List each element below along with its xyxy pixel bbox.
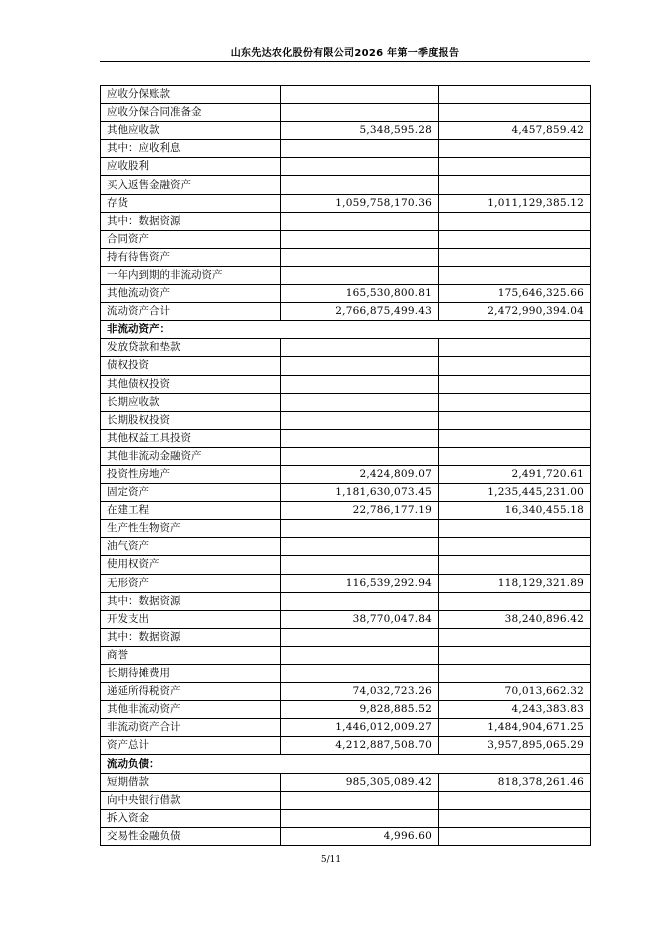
table-row (101, 230, 591, 248)
row-label: 持有待售资产 (101, 248, 281, 266)
previous-period-value (439, 104, 591, 122)
table-row (101, 827, 591, 845)
previous-period-value (439, 140, 591, 158)
row-label: 其中：数据资源 (101, 628, 281, 646)
row-label: 非流动资产合计 (101, 719, 281, 737)
current-period-value (281, 266, 439, 284)
previous-period-value: 818,378,261.46 (439, 773, 591, 791)
current-period-value (281, 248, 439, 266)
current-period-value (281, 140, 439, 158)
current-period-value: 5,348,595.28 (281, 122, 439, 140)
previous-period-value (439, 665, 591, 683)
current-period-value (281, 375, 439, 393)
table-row (101, 303, 591, 321)
current-period-value (281, 809, 439, 827)
table-row (101, 104, 591, 122)
previous-period-value (439, 628, 591, 646)
section-header-row (101, 321, 591, 339)
current-period-value (281, 230, 439, 248)
current-period-value (281, 665, 439, 683)
previous-period-value (439, 520, 591, 538)
current-period-value (281, 628, 439, 646)
table-row (101, 791, 591, 809)
row-label: 开发支出 (101, 610, 281, 628)
previous-period-value: 2,472,990,394.04 (439, 303, 591, 321)
table-row (101, 520, 591, 538)
section-header-row (101, 755, 591, 773)
row-label: 其他债权投资 (101, 375, 281, 393)
previous-period-value: 38,240,896.42 (439, 610, 591, 628)
table-row (101, 683, 591, 701)
current-period-value (281, 104, 439, 122)
table-row (101, 809, 591, 827)
row-label: 其他非流动资产 (101, 701, 281, 719)
table-row (101, 556, 591, 574)
table-row (101, 502, 591, 520)
previous-period-value: 1,484,904,671.25 (439, 719, 591, 737)
row-label: 长期待摊费用 (101, 665, 281, 683)
table-row (101, 266, 591, 284)
current-period-value: 4,996.60 (281, 827, 439, 845)
table-row (101, 447, 591, 465)
page-number: 5/11 (320, 855, 342, 865)
table-row (101, 701, 591, 719)
current-period-value: 165,530,800.81 (281, 285, 439, 303)
row-label: 买入返售金融资产 (101, 176, 281, 194)
table-row (101, 140, 591, 158)
previous-period-value: 1,235,445,231.00 (439, 484, 591, 502)
row-label: 资产总计 (101, 737, 281, 755)
current-period-value (281, 411, 439, 429)
table-row (101, 158, 591, 176)
table-row (101, 122, 591, 140)
header-divider (100, 61, 590, 62)
row-label: 递延所得税资产 (101, 683, 281, 701)
current-period-value (281, 791, 439, 809)
table-row (101, 176, 591, 194)
table-row (101, 610, 591, 628)
current-period-value: 1,181,630,073.45 (281, 484, 439, 502)
table-row (101, 411, 591, 429)
table-row (101, 375, 591, 393)
table-row (101, 484, 591, 502)
row-label: 存货 (101, 194, 281, 212)
current-period-value: 116,539,292.94 (281, 574, 439, 592)
previous-period-value: 1,011,129,385.12 (439, 194, 591, 212)
table-row (101, 592, 591, 610)
current-period-value: 74,032,723.26 (281, 683, 439, 701)
table-row (101, 719, 591, 737)
row-label: 其他流动资产 (101, 285, 281, 303)
table-row (101, 194, 591, 212)
previous-period-value: 175,646,325.66 (439, 285, 591, 303)
table-row (101, 248, 591, 266)
previous-period-value (439, 230, 591, 248)
table-row (101, 357, 591, 375)
balance-sheet-body (101, 86, 591, 846)
table-row (101, 773, 591, 791)
current-period-value: 38,770,047.84 (281, 610, 439, 628)
current-period-value (281, 429, 439, 447)
previous-period-value: 16,340,455.18 (439, 502, 591, 520)
row-label: 拆入资金 (101, 809, 281, 827)
row-label: 固定资产 (101, 484, 281, 502)
current-period-value (281, 158, 439, 176)
previous-period-value (439, 176, 591, 194)
table-row (101, 86, 591, 104)
table-row (101, 628, 591, 646)
row-label: 无形资产 (101, 574, 281, 592)
row-label: 生产性生物资产 (101, 520, 281, 538)
row-label: 在建工程 (101, 502, 281, 520)
current-period-value (281, 520, 439, 538)
previous-period-value (439, 339, 591, 357)
current-period-value (281, 447, 439, 465)
row-label: 商誉 (101, 646, 281, 664)
row-label: 长期股权投资 (101, 411, 281, 429)
previous-period-value: 2,491,720.61 (439, 465, 591, 483)
table-row (101, 429, 591, 447)
table-row (101, 212, 591, 230)
row-label: 油气资产 (101, 538, 281, 556)
current-period-value: 9,828,885.52 (281, 701, 439, 719)
row-label: 其中：数据资源 (101, 212, 281, 230)
previous-period-value: 118,129,321.89 (439, 574, 591, 592)
row-label: 长期应收款 (101, 393, 281, 411)
row-label: 发放贷款和垫款 (101, 339, 281, 357)
previous-period-value: 4,243,383.83 (439, 701, 591, 719)
previous-period-value (439, 791, 591, 809)
previous-period-value (439, 393, 591, 411)
current-period-value (281, 538, 439, 556)
section-title: 流动负债： (101, 755, 591, 773)
previous-period-value (439, 556, 591, 574)
table-row (101, 538, 591, 556)
current-period-value (281, 646, 439, 664)
table-row (101, 339, 591, 357)
current-period-value: 22,786,177.19 (281, 502, 439, 520)
row-label: 流动资产合计 (101, 303, 281, 321)
row-label: 向中央银行借款 (101, 791, 281, 809)
previous-period-value (439, 429, 591, 447)
previous-period-value (439, 375, 591, 393)
previous-period-value (439, 248, 591, 266)
row-label: 应收股利 (101, 158, 281, 176)
previous-period-value (439, 86, 591, 104)
current-period-value (281, 212, 439, 230)
current-period-value: 1,446,012,009.27 (281, 719, 439, 737)
table-row (101, 574, 591, 592)
row-label: 债权投资 (101, 357, 281, 375)
previous-period-value (439, 646, 591, 664)
table-row (101, 646, 591, 664)
row-label: 其他应收款 (101, 122, 281, 140)
row-label: 应收分保账款 (101, 86, 281, 104)
row-label: 交易性金融负债 (101, 827, 281, 845)
current-period-value: 2,766,875,499.43 (281, 303, 439, 321)
current-period-value (281, 357, 439, 375)
previous-period-value (439, 809, 591, 827)
current-period-value (281, 592, 439, 610)
current-period-value (281, 393, 439, 411)
previous-period-value: 3,957,895,065.29 (439, 737, 591, 755)
table-row (101, 465, 591, 483)
previous-period-value (439, 827, 591, 845)
row-label: 一年内到期的非流动资产 (101, 266, 281, 284)
report-header-title: 山东先达农化股份有限公司2026 年第一季度报告 (230, 48, 460, 59)
table-row (101, 737, 591, 755)
row-label: 使用权资产 (101, 556, 281, 574)
current-period-value: 1,059,758,170.36 (281, 194, 439, 212)
row-label: 短期借款 (101, 773, 281, 791)
previous-period-value (439, 212, 591, 230)
row-label: 合同资产 (101, 230, 281, 248)
row-label: 其他非流动金融资产 (101, 447, 281, 465)
current-period-value: 985,305,089.42 (281, 773, 439, 791)
balance-sheet-table (100, 85, 591, 846)
previous-period-value (439, 447, 591, 465)
row-label: 其中：应收利息 (101, 140, 281, 158)
row-label: 应收分保合同准备金 (101, 104, 281, 122)
previous-period-value (439, 158, 591, 176)
previous-period-value: 4,457,859.42 (439, 122, 591, 140)
row-label: 其他权益工具投资 (101, 429, 281, 447)
previous-period-value: 70,013,662.32 (439, 683, 591, 701)
current-period-value (281, 176, 439, 194)
row-label: 其中：数据资源 (101, 592, 281, 610)
current-period-value (281, 339, 439, 357)
section-title: 非流动资产： (101, 321, 591, 339)
current-period-value (281, 86, 439, 104)
row-label: 投资性房地产 (101, 465, 281, 483)
previous-period-value (439, 538, 591, 556)
table-row (101, 285, 591, 303)
current-period-value (281, 556, 439, 574)
current-period-value: 2,424,809.07 (281, 465, 439, 483)
previous-period-value (439, 592, 591, 610)
previous-period-value (439, 411, 591, 429)
current-period-value: 4,212,887,508.70 (281, 737, 439, 755)
previous-period-value (439, 357, 591, 375)
previous-period-value (439, 266, 591, 284)
table-row (101, 665, 591, 683)
table-row (101, 393, 591, 411)
